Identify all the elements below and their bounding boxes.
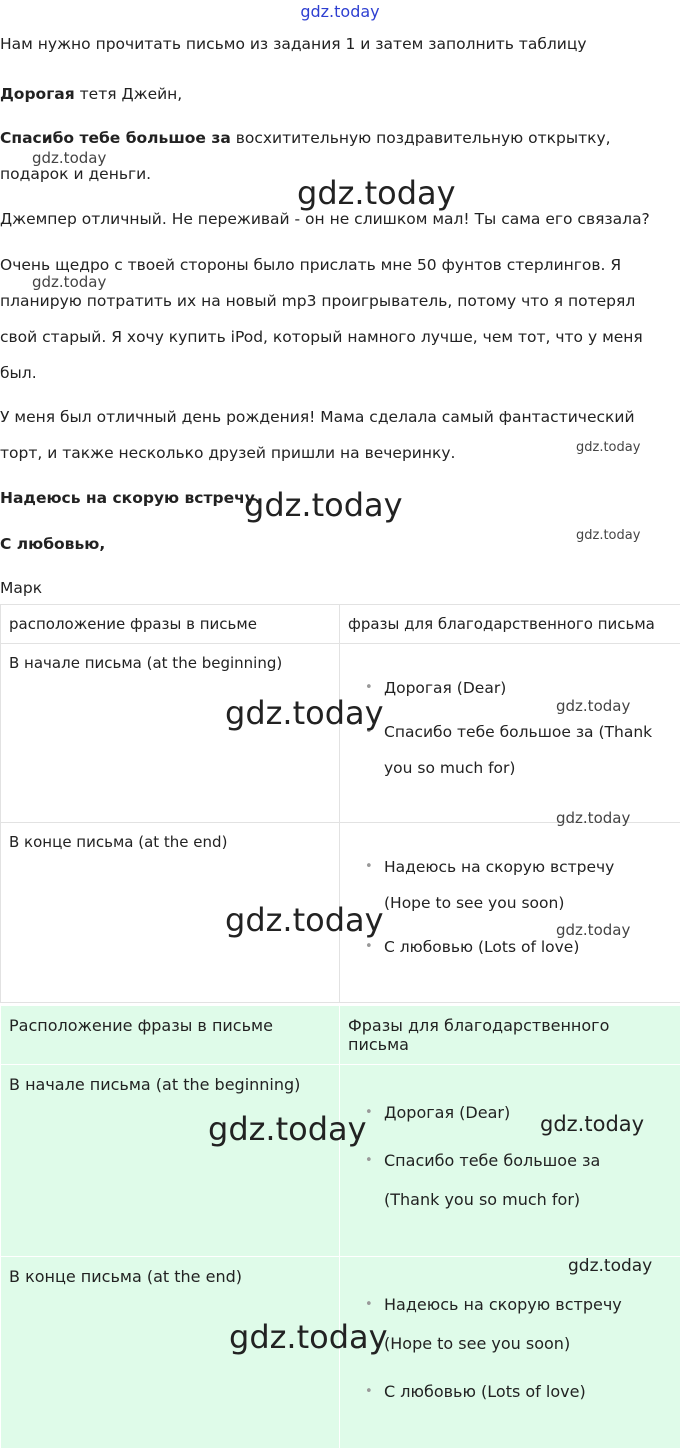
letter-signature: Марк	[0, 570, 676, 606]
watermark: gdz.today	[32, 273, 106, 291]
watermark: gdz.today	[32, 149, 106, 167]
intro-text: Нам нужно прочитать письмо из задания 1 и затем заполнить таблицу	[0, 26, 676, 62]
letter-thanks	[0, 120, 620, 192]
watermark: gdz.today	[225, 901, 384, 939]
list-item: • Надеюсь на скорую встречу (Hope to see you soon)	[340, 1285, 650, 1363]
list-item: • Дорогая (Dear)	[340, 670, 670, 706]
letter-para-jumper: Джемпер отличный. Не переживай - он не слишком мал! Ты сама его связала?	[0, 201, 676, 237]
watermark: gdz.today	[244, 486, 403, 524]
list-item: • Надеюсь на скорую встречу (Hope to see you soon)	[340, 849, 650, 921]
watermark: gdz.today	[229, 1318, 388, 1356]
list-item: • С любовью (Lots of love)	[340, 929, 650, 965]
phrase-list	[340, 1093, 680, 1219]
phrases-cell	[340, 823, 680, 1003]
watermark: gdz.today	[556, 697, 630, 715]
watermark: gdz.today	[540, 1112, 644, 1136]
watermark: gdz.today	[556, 809, 630, 827]
table-row	[1, 1065, 680, 1257]
position-cell: В начале письма (at the beginning)	[1, 1065, 340, 1257]
position-cell: В конце письма (at the end)	[1, 823, 340, 1003]
thanks-bold: Спасибо тебе большое за	[0, 129, 231, 147]
phrases-cell	[340, 1065, 680, 1257]
header-phrases: Фразы для благодарственного письма	[340, 1006, 680, 1065]
letter-greeting	[0, 76, 676, 112]
table-header-row	[1, 605, 680, 644]
watermark: gdz.today	[576, 440, 640, 455]
thanks-rest: восхитительную поздравительную открытку, подарок и деньги.	[0, 129, 611, 183]
table-header-row	[1, 1006, 680, 1065]
letter-love: С любовью,	[0, 526, 676, 562]
watermark: gdz.today	[297, 174, 456, 212]
site-link[interactable]: gdz.today	[0, 2, 680, 21]
phrase-list	[340, 1285, 680, 1411]
phrase-list	[340, 849, 680, 965]
table-row	[1, 1257, 680, 1449]
letter-hope: Надеюсь на скорую встречу.	[0, 480, 676, 516]
phrases-cell	[340, 1257, 680, 1449]
position-cell: В конце письма (at the end)	[1, 1257, 340, 1449]
watermark: gdz.today	[568, 1256, 652, 1276]
header-phrases: фразы для благодарственного письма	[340, 605, 680, 644]
phrase-table-2	[0, 1005, 680, 1449]
watermark: gdz.today	[225, 694, 384, 732]
watermark: gdz.today	[576, 528, 640, 543]
list-item: • Спасибо тебе большое за (Thank you so much for)	[340, 714, 670, 786]
list-item: • Дорогая (Dear)	[340, 1093, 650, 1132]
table-row	[1, 823, 680, 1003]
greeting-rest: тетя Джейн,	[75, 85, 183, 103]
table-row	[1, 644, 680, 823]
greeting-bold: Дорогая	[0, 85, 75, 103]
watermark: gdz.today	[208, 1110, 367, 1148]
position-cell: В начале письма (at the beginning)	[1, 644, 340, 823]
phrase-table-1	[0, 604, 680, 1003]
header-position: расположение фразы в письме	[1, 605, 340, 644]
letter-para-birthday: У меня был отличный день рождения! Мама сделала самый фантастический торт, и также несколько друзей пришли на вечеринку.	[0, 399, 676, 471]
watermark: gdz.today	[556, 921, 630, 939]
letter-para-money: Очень щедро с твоей стороны было прислать мне 50 фунтов стерлингов. Я планирую потратить их на новый mp3 проигрыватель, потому что я потерял свой старый. Я хочу купить iPod, который намного лучше, чем тот, что у меня был.	[0, 247, 676, 391]
phrases-cell	[340, 644, 680, 823]
header-position: Расположение фразы в письме	[1, 1006, 340, 1065]
list-item: • С любовью (Lots of love)	[340, 1372, 650, 1411]
list-item: • Спасибо тебе большое за (Thank you so much for)	[340, 1141, 650, 1219]
phrase-list	[340, 670, 680, 786]
